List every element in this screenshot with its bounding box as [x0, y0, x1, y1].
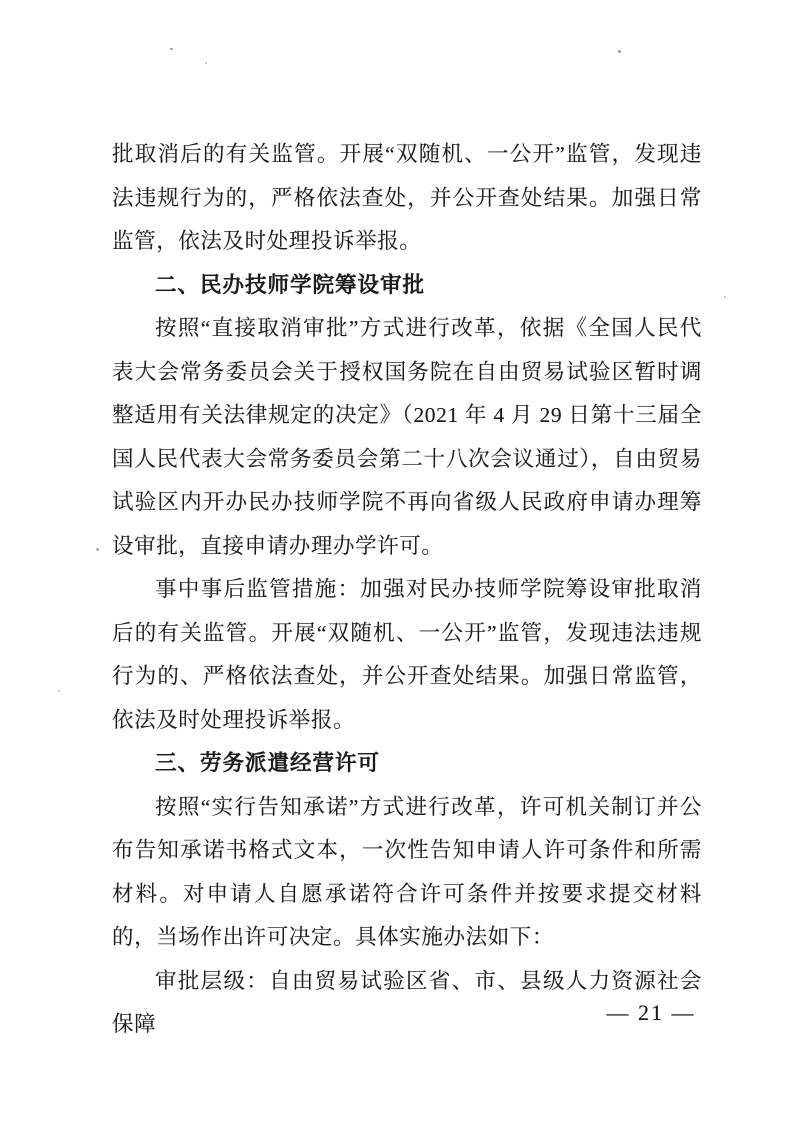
scan-speck [618, 50, 621, 53]
paragraph-notification-commitment: 按照“实行告知承诺”方式进行改革，许可机关制订并公布告知承诺书格式文本，一次性告知申请人许可条件和所需材料。对申请人自愿承诺符合许可条件并按要求提交材料的，当场作出许可决定。具体实施办法如下： [112, 794, 702, 949]
scan-speck [640, 988, 642, 990]
scan-speck [724, 296, 726, 298]
scan-speck [58, 690, 60, 692]
section-heading-3: 三、劳务派遣经营许可 [155, 751, 381, 775]
scan-speck [170, 48, 173, 50]
scan-speck [96, 548, 99, 551]
paragraph-approval-level: 审批层级：自由贸易试验区省、市、县级人力资源社会保障 [112, 968, 702, 1036]
document-body [112, 133, 702, 1047]
paragraph-supervision-continuation: 批取消后的有关监管。开展“双随机、一公开”监管，发现违法违规行为的，严格依法查处，并公开查处结果。加强日常监管，依法及时处理投诉举报。 [112, 142, 702, 253]
paragraph-supervision-measures: 事中事后监管措施：加强对民办技师学院筹设审批取消后的有关监管。开展“双随机、一公开”监管，发现违法违规行为的、严格依法查处，并公开查处结果。加强日常监管，依法及时处理投诉举报。 [112, 577, 702, 732]
scan-speck [205, 62, 207, 64]
page-number: — 21 — [606, 1000, 696, 1025]
paragraph-reform-basis: 按照“直接取消审批”方式进行改革，依据《全国人民代表大会常务委员会关于授权国务院在自由贸易试验区暂时调整适用有关法律规定的决定》（2021 年 4 月 29 日第十三届全国人民代表大会常务委员会第二十八次会议通过），自由贸易试验区内开办民办技师学院不再向省级人民政府申请办理筹设审批，直接申请办理办学许可。 [112, 316, 702, 558]
section-heading-2: 二、民办技师学院筹设审批 [155, 272, 426, 297]
